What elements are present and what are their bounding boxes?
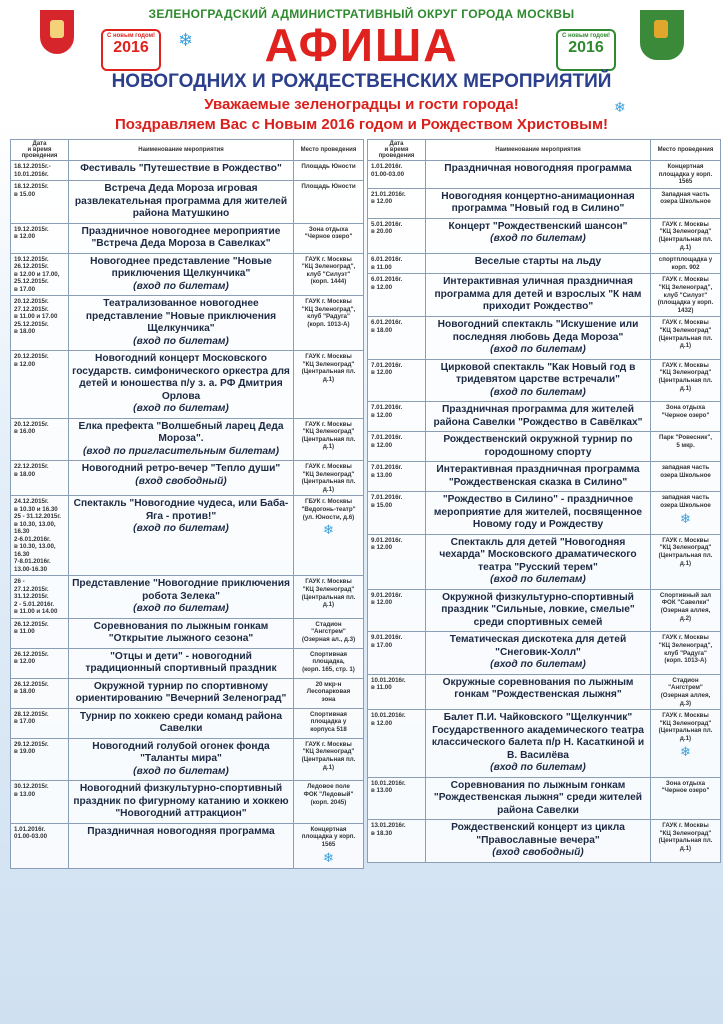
event-name: Праздничная новогодняя программа	[444, 163, 632, 174]
event-cell	[69, 618, 294, 648]
event-row	[11, 648, 364, 678]
event-place-cell	[294, 823, 364, 868]
event-row	[368, 462, 721, 492]
event-date: 18.12.2015г. в 15.00	[11, 181, 69, 224]
event-name: Спектакль "Новогодние чудеса, или Баба-Яга - против!"	[73, 498, 289, 522]
event-name: Интерактивная праздничная программа "Рождественская сказка в Силино"	[436, 464, 640, 488]
event-note: (вход по билетам)	[490, 344, 586, 356]
event-name: Концерт "Рождественский шансон"	[448, 220, 628, 232]
event-cell	[426, 492, 651, 535]
event-row	[11, 223, 364, 253]
event-row	[368, 674, 721, 709]
event-place: западная часть озера Школьное	[660, 464, 711, 479]
event-name: Балет П.И. Чайковского "Щелкунчик" Государственного академического театра классического балета п/р Н. Касаткиной и В. Василёва	[431, 712, 645, 761]
event-place: ГАУК г. Москвы "КЦ Зеленоград" (Центральная пл. д.1)	[658, 319, 713, 350]
event-date: 19.12.2015г. в 12.00	[11, 223, 69, 253]
column-header-place: Место проведения	[651, 140, 721, 161]
event-place: Концертная площадка у корп. 1565	[658, 163, 713, 186]
event-note: (вход по билетам)	[490, 574, 586, 586]
snowflake-icon: ❄	[680, 511, 691, 527]
event-place: ГАУК г. Москвы "КЦ Зеленоград" (Центральная пл. д.1)	[301, 463, 356, 493]
event-name: Новогодняя концертно-анимационная программа "Новый год в Силино"	[441, 190, 635, 215]
event-cell	[69, 781, 294, 824]
event-row	[11, 496, 364, 576]
event-cell	[426, 462, 651, 492]
event-name: Новогоднее представление "Новые приключения Щелкунчика"	[90, 255, 272, 279]
event-date: 20.12.2015г. в 12.00	[11, 351, 69, 419]
event-place: ГАУК г. Москвы "КЦ Зеленоград" (Центральная пл. д.1)	[658, 361, 713, 392]
event-place: спортплощадка у корп. 902	[658, 256, 713, 271]
event-cell	[426, 188, 651, 218]
event-place: ГАУК г. Москвы "КЦ Зеленоград" (Центральная пл. д.1)	[301, 420, 356, 451]
event-date: 9.01.2016г. в 17.00	[368, 632, 426, 675]
event-row	[11, 708, 364, 738]
event-place-cell	[294, 418, 364, 461]
event-place-cell	[651, 402, 721, 432]
event-place-cell	[651, 317, 721, 360]
event-place: ГАУК г. Москвы "КЦ Зеленоград" (Центральная пл. д.1)	[658, 536, 713, 567]
event-place-cell	[294, 253, 364, 296]
event-row	[368, 359, 721, 402]
event-place: ГАУК г. Москвы "КЦ Зеленоград", клуб "Радуга" (корп. 1013-А)	[658, 634, 713, 665]
event-place: 20 мкр-н Лесопарковая зона	[306, 680, 351, 704]
event-note: (вход по билетам)	[133, 523, 229, 535]
event-cell	[426, 317, 651, 360]
event-date: 9.01.2016г. в 12.00	[368, 589, 426, 632]
event-cell	[426, 274, 651, 317]
event-place: Стадион "Ангстрем" (Озерная аллея, д.3)	[660, 676, 711, 707]
event-place: ГАУК г. Москвы "КЦ Зеленоград" (Центральная пл. д.1)	[658, 220, 713, 251]
event-place: западная часть озера Школьное	[660, 494, 711, 509]
event-row	[11, 161, 364, 181]
event-row	[368, 402, 721, 432]
event-cell	[426, 710, 651, 778]
event-name: Окружные соревнования по лыжным гонкам "Рождественская лыжня"	[442, 676, 634, 701]
column-header-name: Наименование мероприятия	[426, 140, 651, 161]
event-cell	[69, 418, 294, 461]
event-cell	[69, 161, 294, 181]
event-date: 6.01.2016г. в 12.00	[368, 274, 426, 317]
event-place-cell	[651, 492, 721, 535]
event-name: Окружной турнир по спортивному ориентированию "Вечерний Зеленоград"	[75, 680, 287, 705]
new-year-2016-badge-right	[556, 29, 616, 71]
event-name: Рождественский окружной турнир по городошному спорту	[443, 434, 633, 458]
event-row	[368, 710, 721, 778]
event-cell	[69, 296, 294, 351]
event-row	[368, 632, 721, 675]
event-place-cell	[294, 181, 364, 224]
event-place: Площадь Юности	[301, 163, 356, 170]
event-place-cell	[294, 678, 364, 708]
event-place-cell	[294, 161, 364, 181]
event-note: (вход свободный)	[135, 475, 227, 487]
event-row	[11, 618, 364, 648]
event-name: Веселые старты на льду	[474, 256, 602, 268]
event-note: (вход по билетам)	[133, 335, 229, 347]
event-name: Рождественский концерт из цикла "Православные вечера"	[451, 822, 625, 846]
event-cell	[69, 576, 294, 619]
event-cell	[426, 632, 651, 675]
event-place-cell	[651, 359, 721, 402]
event-place-cell	[294, 781, 364, 824]
event-row	[368, 534, 721, 589]
event-date: 10.01.2016г. в 11.00	[368, 674, 426, 709]
event-date: 19.12.2015г. 26.12.2015г. в 12.00 и 17.00, 25.12.2015г. в 17.00	[11, 253, 69, 296]
event-place: Парк "Ровесник", 5 мкр.	[659, 434, 712, 449]
event-place-cell	[651, 820, 721, 863]
event-row	[368, 492, 721, 535]
event-row	[11, 576, 364, 619]
event-name: Интерактивная уличная праздничная программа для детей и взрослых "К нам приходит Рождество"	[434, 276, 642, 313]
event-place-cell	[294, 461, 364, 496]
event-cell	[69, 253, 294, 296]
page-title: АФИША	[264, 19, 459, 71]
event-name: Новогодний концерт Московского государств. симфонического оркестра для детей и юношества п/у з. а. РФ Дмитрия Орлова	[72, 353, 290, 402]
event-date: 7.01.2016г. в 12.00	[368, 402, 426, 432]
event-note: (вход свободный)	[492, 847, 584, 859]
event-cell	[426, 777, 651, 820]
event-name: "Отцы и дети" - новогодний традиционный спортивный праздник	[85, 650, 277, 675]
event-cell	[69, 708, 294, 738]
events-table-right	[367, 139, 721, 863]
event-row	[368, 820, 721, 863]
snowflake-icon: ❄	[614, 100, 626, 116]
event-place: Зона отдыха "Черное озеро"	[661, 779, 710, 795]
event-row	[368, 317, 721, 360]
event-date: 26 - 27.12.2015г. 31.12.2015г. 2 - 5.01.2016г. в 11.00 и 14.00	[11, 576, 69, 619]
event-date: 18.12.2015г.- 10.01.2016г.	[11, 161, 69, 181]
event-row	[368, 218, 721, 253]
event-date: 30.12.2015г. в 13.00	[11, 781, 69, 824]
greeting-line-1: Уважаемые зеленоградцы и гости города!	[204, 96, 519, 113]
event-row	[11, 253, 364, 296]
column-header-place: Место проведения	[294, 140, 364, 161]
event-place: Площадь Юности	[301, 183, 356, 190]
event-name: Театрализованное новогоднее представление "Новые приключения Щелкунчика"	[85, 298, 277, 334]
event-row	[368, 589, 721, 632]
event-row	[368, 254, 721, 274]
event-row	[368, 188, 721, 218]
event-cell	[426, 432, 651, 462]
event-name: Новогодний физкультурно-спортивный праздник по фигурному катанию и хоккею "Новогодний аттракцион"	[73, 783, 289, 820]
event-name: Праздничная новогодняя программа	[87, 825, 275, 837]
event-name: Праздничное новогоднее мероприятие "Встреча Деда Мороза в Савелках"	[81, 225, 281, 249]
event-place: Зона отдыха "Черное озеро"	[661, 404, 710, 419]
event-name: Елка префекта "Волшебный ларец Деда Мороза".	[78, 420, 284, 444]
event-date: 1.01.2016г. 01.00-03.00	[11, 823, 69, 868]
event-cell	[69, 181, 294, 224]
event-place-cell	[651, 534, 721, 589]
event-place-cell	[294, 708, 364, 738]
event-row	[11, 678, 364, 708]
event-place: ГАУК г. Москвы "КЦ Зеленоград" (Центральная пл. д.1)	[658, 712, 713, 742]
event-date: 10.01.2016г. в 13.00	[368, 777, 426, 820]
event-place-cell	[294, 648, 364, 678]
event-row	[11, 296, 364, 351]
event-place: ГАУК г. Москвы "КЦ Зеленоград" (Центральная пл. д.1)	[301, 353, 356, 383]
event-row	[11, 418, 364, 461]
event-note: (вход по билетам)	[133, 280, 229, 292]
column-header-name: Наименование мероприятия	[69, 140, 294, 161]
event-place-cell	[651, 432, 721, 462]
event-date: 7.01.2016г. в 12.00	[368, 432, 426, 462]
event-date: 6.01.2016г. в 11.00	[368, 254, 426, 274]
event-place-cell	[651, 188, 721, 218]
event-cell	[426, 674, 651, 709]
event-place-cell	[651, 274, 721, 317]
event-date: 7.01.2016г. в 15.00	[368, 492, 426, 535]
event-cell	[426, 820, 651, 863]
event-place-cell	[651, 632, 721, 675]
event-date: 20.12.2015г. в 16.00	[11, 418, 69, 461]
snowflake-icon: ❄	[680, 744, 691, 760]
event-row	[11, 461, 364, 496]
event-place-cell	[294, 496, 364, 576]
event-cell	[69, 223, 294, 253]
event-name: Цирковой спектакль "Как Новый год в тридевятом царстве встречали"	[440, 361, 636, 386]
event-row	[368, 432, 721, 462]
event-cell	[69, 461, 294, 496]
event-row	[11, 781, 364, 824]
event-place-cell	[294, 223, 364, 253]
event-place: Концертная площадка у корп. 1565	[301, 825, 356, 849]
event-place: ГАУК г. Москвы "КЦ Зеленоград", клуб "Силуэт" (корп. 1444)	[301, 255, 356, 286]
event-cell	[426, 161, 651, 189]
event-place-cell	[651, 218, 721, 253]
event-cell	[426, 402, 651, 432]
event-place-cell	[294, 576, 364, 619]
event-cell	[69, 351, 294, 419]
badge-greeting: С новым годом!	[106, 33, 156, 39]
event-row	[11, 351, 364, 419]
event-note: (вход по билетам)	[490, 659, 586, 671]
header	[0, 0, 723, 150]
event-name: Представление "Новогодние приключения робота Зелека"	[72, 578, 290, 602]
event-row	[368, 274, 721, 317]
event-cell	[69, 823, 294, 868]
event-place: ГАУК г. Москвы "КЦ Зеленоград" (Центральная пл. д.1)	[301, 578, 356, 609]
event-name: Новогодний голубой огонек фонда "Таланты мира"	[92, 740, 270, 765]
event-row	[11, 823, 364, 868]
event-name: Тематическая дискотека для детей "Снеговик-Холл"	[449, 634, 627, 658]
event-date: 28.12.2015г. в 17.00	[11, 708, 69, 738]
event-name: Праздничная программа для жителей района Савелки "Рождество в Савёлках"	[433, 404, 643, 428]
event-place-cell	[294, 351, 364, 419]
event-row	[11, 181, 364, 224]
event-cell	[69, 678, 294, 708]
page-subtitle: НОВОГОДНИХ И РОЖДЕСТВЕНСКИХ МЕРОПРИЯТИЙ	[111, 71, 612, 92]
event-note: (вход по пригласительным билетам)	[83, 445, 279, 457]
event-cell	[426, 534, 651, 589]
event-place-cell	[651, 710, 721, 778]
event-date: 1.01.2016г. 01.00-03.00	[368, 161, 426, 189]
event-place-cell	[651, 161, 721, 189]
event-date: 7.01.2016г. в 12.00	[368, 359, 426, 402]
event-place-cell	[651, 674, 721, 709]
event-cell	[69, 738, 294, 781]
event-place: ГАУК г. Москвы "КЦ Зеленоград", клуб "Радуга" (корп. 1013-А)	[301, 298, 356, 328]
event-date: 6.01.2016г. в 18.00	[368, 317, 426, 360]
event-row	[11, 738, 364, 781]
event-place: Спортивная площадка у корпуса 518	[309, 710, 348, 734]
event-row	[368, 161, 721, 189]
event-name: "Рождество в Силино" - праздничное мероприятие для жителей, посвященное Новому году и Рождеству	[433, 494, 643, 531]
event-name: Новогодний спектакль "Искушение или последняя любовь Деда Мороза"	[437, 319, 639, 343]
event-date: 10.01.2016г. в 12.00	[368, 710, 426, 778]
event-cell	[69, 496, 294, 576]
event-name: Соревнования по лыжным гонкам "Рождественская лыжня" среди жителей района Савелки	[433, 779, 643, 816]
event-name: Окружной физкультурно-спортивный праздник "Сильные, ловкие, смелые" среди спортивных семей	[441, 591, 635, 628]
event-place: Спортивный зал ФОК "Савелки" (Озерная аллея, д.2)	[659, 591, 712, 622]
events-table-left	[10, 139, 364, 869]
event-date: 21.01.2016г. в 12.00	[368, 188, 426, 218]
snowflake-icon: ❄	[323, 523, 334, 539]
event-name: Соревнования по лыжным гонкам "Открытие лыжного сезона"	[93, 620, 269, 645]
event-place: ГАУК г. Москвы "КЦ Зеленоград", клуб "Силуэт" (площадка у корп. 1432)	[657, 276, 714, 314]
event-cell	[426, 589, 651, 632]
event-date: 26.12.2015г. в 18.00	[11, 678, 69, 708]
zelenograd-coat-of-arms-icon	[640, 10, 684, 60]
badge-year-right: 2016	[568, 39, 604, 56]
event-place: Спортивная площадка, (корп. 165, стр. 1)	[302, 650, 355, 674]
event-place-cell	[651, 777, 721, 820]
event-place-cell	[651, 254, 721, 274]
event-name: Фестиваль "Путешествие в Рождество"	[80, 163, 282, 174]
event-place-cell	[294, 618, 364, 648]
event-place-cell	[651, 589, 721, 632]
event-name: Встреча Деда Мороза игровая развлекательная программа для жителей района Матушкино	[74, 183, 288, 219]
event-name: Новогодний ретро-вечер "Тепло души"	[81, 463, 281, 474]
event-date: 26.12.2015г. в 11.00	[11, 618, 69, 648]
event-place: ГБУК г. Москвы "Ведогонь-театр" (ул. Юности, д.6)	[301, 498, 356, 521]
column-header-date: Дата и время проведения	[11, 140, 69, 161]
event-date: 20.12.2015г. 27.12.2015г. в 11.00 и 17.00 25.12.2015г. в 18.00	[11, 296, 69, 351]
event-name: Спектакль для детей "Новогодняя чехарда" Московского драматического театра "Русский терем"	[439, 536, 637, 573]
event-place: Ледовое поле ФОК "Ледовый" (корп. 2045)	[303, 783, 354, 806]
event-place: ГАУК г. Москвы "КЦ Зеленоград" (Центральная пл. д.1)	[301, 740, 356, 771]
event-place: Зона отдыха "Черное озеро"	[304, 225, 353, 241]
event-place: ГАУК г. Москвы "КЦ Зеленоград" (Центральная пл. д.1)	[658, 822, 713, 852]
event-note: (вход по билетам)	[133, 403, 229, 414]
event-place: Западная часть озера Школьное	[660, 190, 711, 206]
event-name: Турнир по хоккею среди команд района Савелки	[79, 710, 283, 735]
event-note: (вход по билетам)	[133, 765, 229, 777]
event-date: 24.12.2015г. в 10.30 и 16.30 25 - 31.12.2015г. в 10.30, 13.00, 16.30 2-6.01.2016г. в 10.30, 13.00, 16.30 7-8.01.2016г. 13.00-16.30	[11, 496, 69, 576]
greeting-line-2: Поздравляем Вас с Новым 2016 годом и Рождеством Христовым!	[114, 116, 609, 133]
event-date: 7.01.2016г. в 13.00	[368, 462, 426, 492]
event-note: (вход по билетам)	[490, 386, 586, 398]
region-title: ЗЕЛЕНОГРАДСКИЙ АДМИНИСТРАТИВНЫЙ ОКРУГ ГОРОДА МОСКВЫ	[148, 7, 575, 21]
event-date: 22.12.2015г. в 18.00	[11, 461, 69, 496]
event-date: 5.01.2016г. в 20.00	[368, 218, 426, 253]
event-place-cell	[294, 296, 364, 351]
badge-greeting-right: С новым годом!	[561, 33, 611, 39]
event-row	[368, 777, 721, 820]
snowflake-icon: ❄	[323, 850, 334, 866]
event-place: Стадион "Ангстрем" (Озерная ал., д.3)	[301, 620, 356, 644]
badge-year: 2016	[113, 39, 149, 56]
event-note: (вход по билетам)	[490, 762, 586, 774]
event-date: 13.01.2016г. в 18.30	[368, 820, 426, 863]
event-cell	[426, 218, 651, 253]
event-place-cell	[651, 462, 721, 492]
snowflake-icon: ❄	[178, 30, 194, 51]
event-cell	[426, 359, 651, 402]
event-place-cell	[294, 738, 364, 781]
event-date: 26.12.2015г. в 12.00	[11, 648, 69, 678]
event-date: 29.12.2015г. в 19.00	[11, 738, 69, 781]
event-note: (вход по билетам)	[490, 233, 586, 245]
event-cell	[69, 648, 294, 678]
column-header-date: Дата и время проведения	[368, 140, 426, 161]
event-cell	[426, 254, 651, 274]
event-date: 9.01.2016г. в 12.00	[368, 534, 426, 589]
event-note: (вход по билетам)	[133, 603, 229, 615]
